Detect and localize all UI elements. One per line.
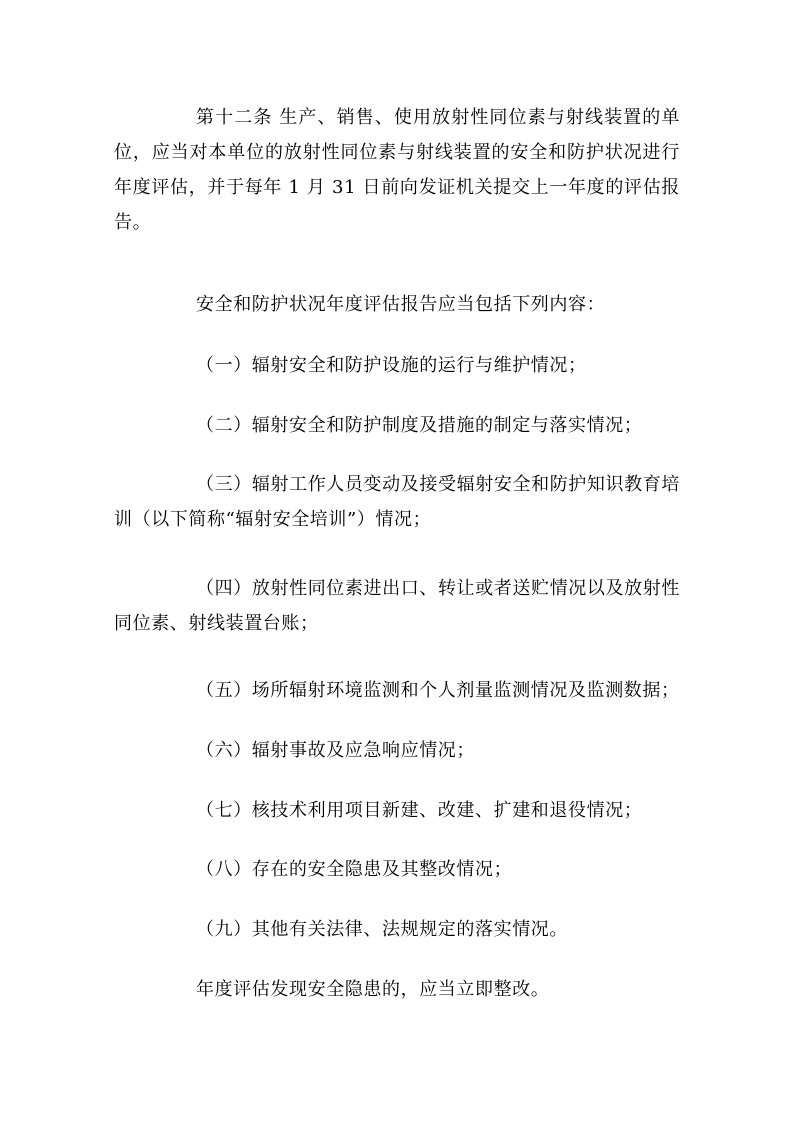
closing-paragraph: 年度评估发现安全隐患的，应当立即整改。 [196, 979, 550, 1000]
list-item-5: （五）场所辐射环境监测和个人剂量监测情况及监测数据； [196, 680, 680, 701]
report-contents-intro: 安全和防护状况年度评估报告应当包括下列内容： [196, 294, 606, 315]
list-item-9: （九）其他有关法律、法规规定的落实情况。 [196, 919, 568, 940]
list-item-8: （八）存在的安全隐患及其整改情况； [196, 859, 513, 880]
list-item-6: （六）辐射事故及应急响应情况； [196, 740, 475, 761]
list-item-7: （七）核技术利用项目新建、改建、扩建和退役情况； [196, 800, 643, 821]
list-item-2: （二）辐射安全和防护制度及措施的制定与落实情况； [196, 415, 643, 436]
list-item-4: （四）放射性同位素进出口、转让或者送贮情况以及放射性同位素、射线装置台账； [114, 578, 680, 634]
list-item-3: （三）辐射工作人员变动及接受辐射安全和防护知识教育培训（以下简称“辐射安全培训”）情况； [114, 474, 680, 530]
article-12-paragraph: 第十二条 生产、销售、使用放射性同位素与射线装置的单位，应当对本单位的放射性同位素与射线装置的安全和防护状况进行年度评估，并于每年 1 月 31 日前向发证机关提交上一年度的评估报告。 [114, 107, 680, 233]
list-item-1: （一）辐射安全和防护设施的运行与维护情况； [196, 355, 587, 376]
